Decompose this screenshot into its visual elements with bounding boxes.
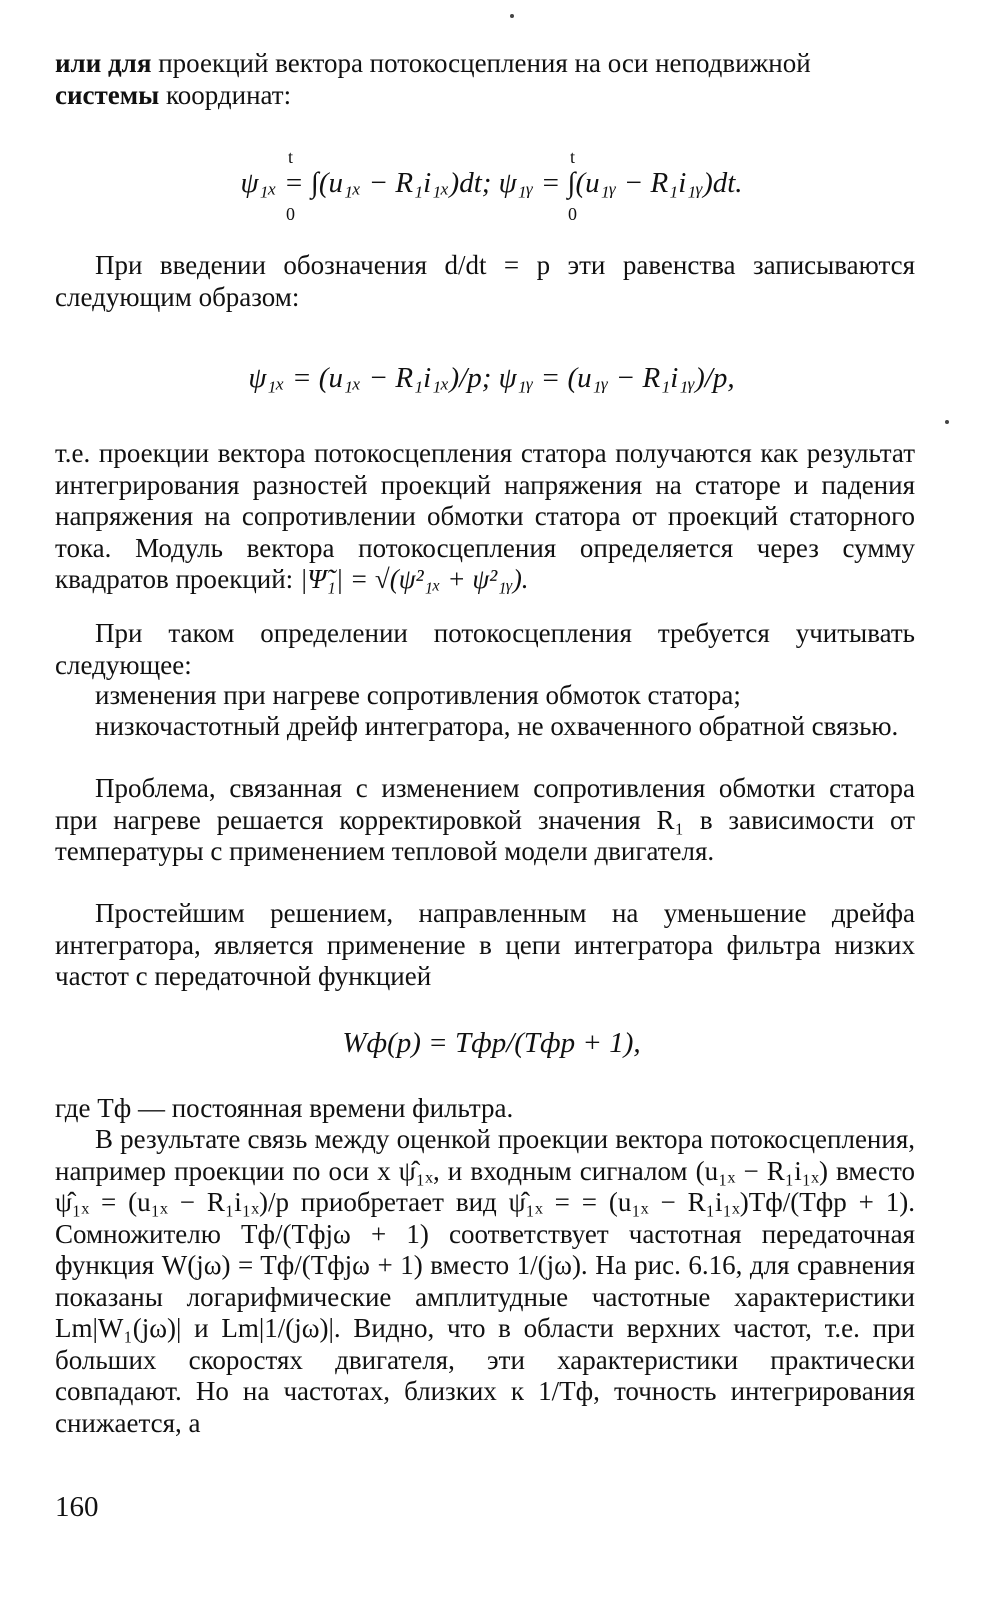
page-number: 160 [55, 1491, 99, 1523]
equation-text: ψ₁ₓ = ∫(u₁ₓ − R₁i₁ₓ)dt; ψ₁ᵧ = ∫(u₁ᵧ − R₁i₁ᵧ)dt. [240, 167, 743, 199]
integral-lower-limit: 0 [286, 204, 295, 224]
scan-speck [945, 420, 949, 424]
paragraph-resistance: Проблема, связанная с изменением сопротивления обмотки статора при нагреве решается корректировкой значения R₁ в зависимости от температуры с применением тепловой модели двигателя. [55, 773, 915, 866]
equation-filter [0, 1025, 983, 1061]
integral-lower-limit: 0 [568, 204, 577, 224]
paragraph-intro [55, 48, 915, 111]
equation-integrals [0, 165, 983, 201]
text-span: координат: [159, 79, 292, 110]
flux-modulus-formula: |Ψ̃₁| = √(ψ²₁ₓ + ψ²₁ᵧ). [299, 564, 529, 594]
list-item: изменения при нагреве сопротивления обмоток статора; [95, 680, 741, 710]
text-span: т.е. проекции вектора потокосцепления статора получаются как результат интегрирования разностей проекций напряжения на статоре и падения напряжения на сопротивлении обмотки статора от проекций статорного тока. Модуль вектора потокосцепления определяется через сумму квадратов проекций: [55, 438, 915, 594]
scan-speck [510, 14, 514, 18]
paragraph-filter: Простейшим решением, направленным на уменьшение дрейфа интегратора, является применение в цепи интегратора фильтра низких частот с передаточной функцией [55, 898, 915, 991]
bold-text: или для [55, 48, 152, 78]
paragraph-notation: При введении обозначения d/dt = p эти равенства записываются следующим образом: [55, 250, 915, 312]
paragraph-projections [55, 438, 915, 596]
paragraph-filter-constant: где Tф — постоянная времени фильтра. [55, 1093, 514, 1123]
paragraph-result: В результате связь между оценкой проекции вектора потокосцепления, например проекции по оси x ψ̂₁ₓ, и входным сигналом (u₁ₓ − R₁i₁ₓ) вместо ψ̂₁ₓ = (u₁ₓ − R₁i₁ₓ)/p приобретает вид ψ̂₁ₓ = = (u₁ₓ − R₁i₁ₓ)Tф/(Tфp + 1). Сомножителю Tф/(Tфjω + 1) соответствует частотная передаточная функция W(jω) = Tф/(Tфjω + 1) вместо 1/(jω). На рис. 6.16, для сравнения показаны логарифмические амплитудные частотные характеристики Lm|W₁(jω)| и Lm|1/(jω)|. Видно, что в области верхних частот, т.е. при больших скоростях двигателя, эти характеристики практически совпадают. Но на частотах, близких к 1/Tф, точность интегрирования снижается, а [55, 1124, 915, 1438]
integral-upper-limit: t [570, 147, 576, 167]
text-span: проекций вектора потокосцепления на оси неподвижной [151, 48, 811, 78]
equation-text: Wф(p) = Tфp/(Tфp + 1), [342, 1027, 641, 1059]
bold-text: системы [55, 79, 160, 110]
equation-text: ψ₁ₓ = (u₁ₓ − R₁i₁ₓ)/p; ψ₁ᵧ = (u₁ᵧ − R₁i₁ᵧ)/p, [248, 362, 735, 394]
list-item: низкочастотный дрейф интегратора, не охваченного обратной связью. [95, 711, 899, 741]
equation-fractions [0, 360, 983, 396]
paragraph-considerations: При таком определении потокосцепления требуется учитывать следующее: [55, 618, 915, 680]
integral-upper-limit: t [288, 147, 294, 167]
